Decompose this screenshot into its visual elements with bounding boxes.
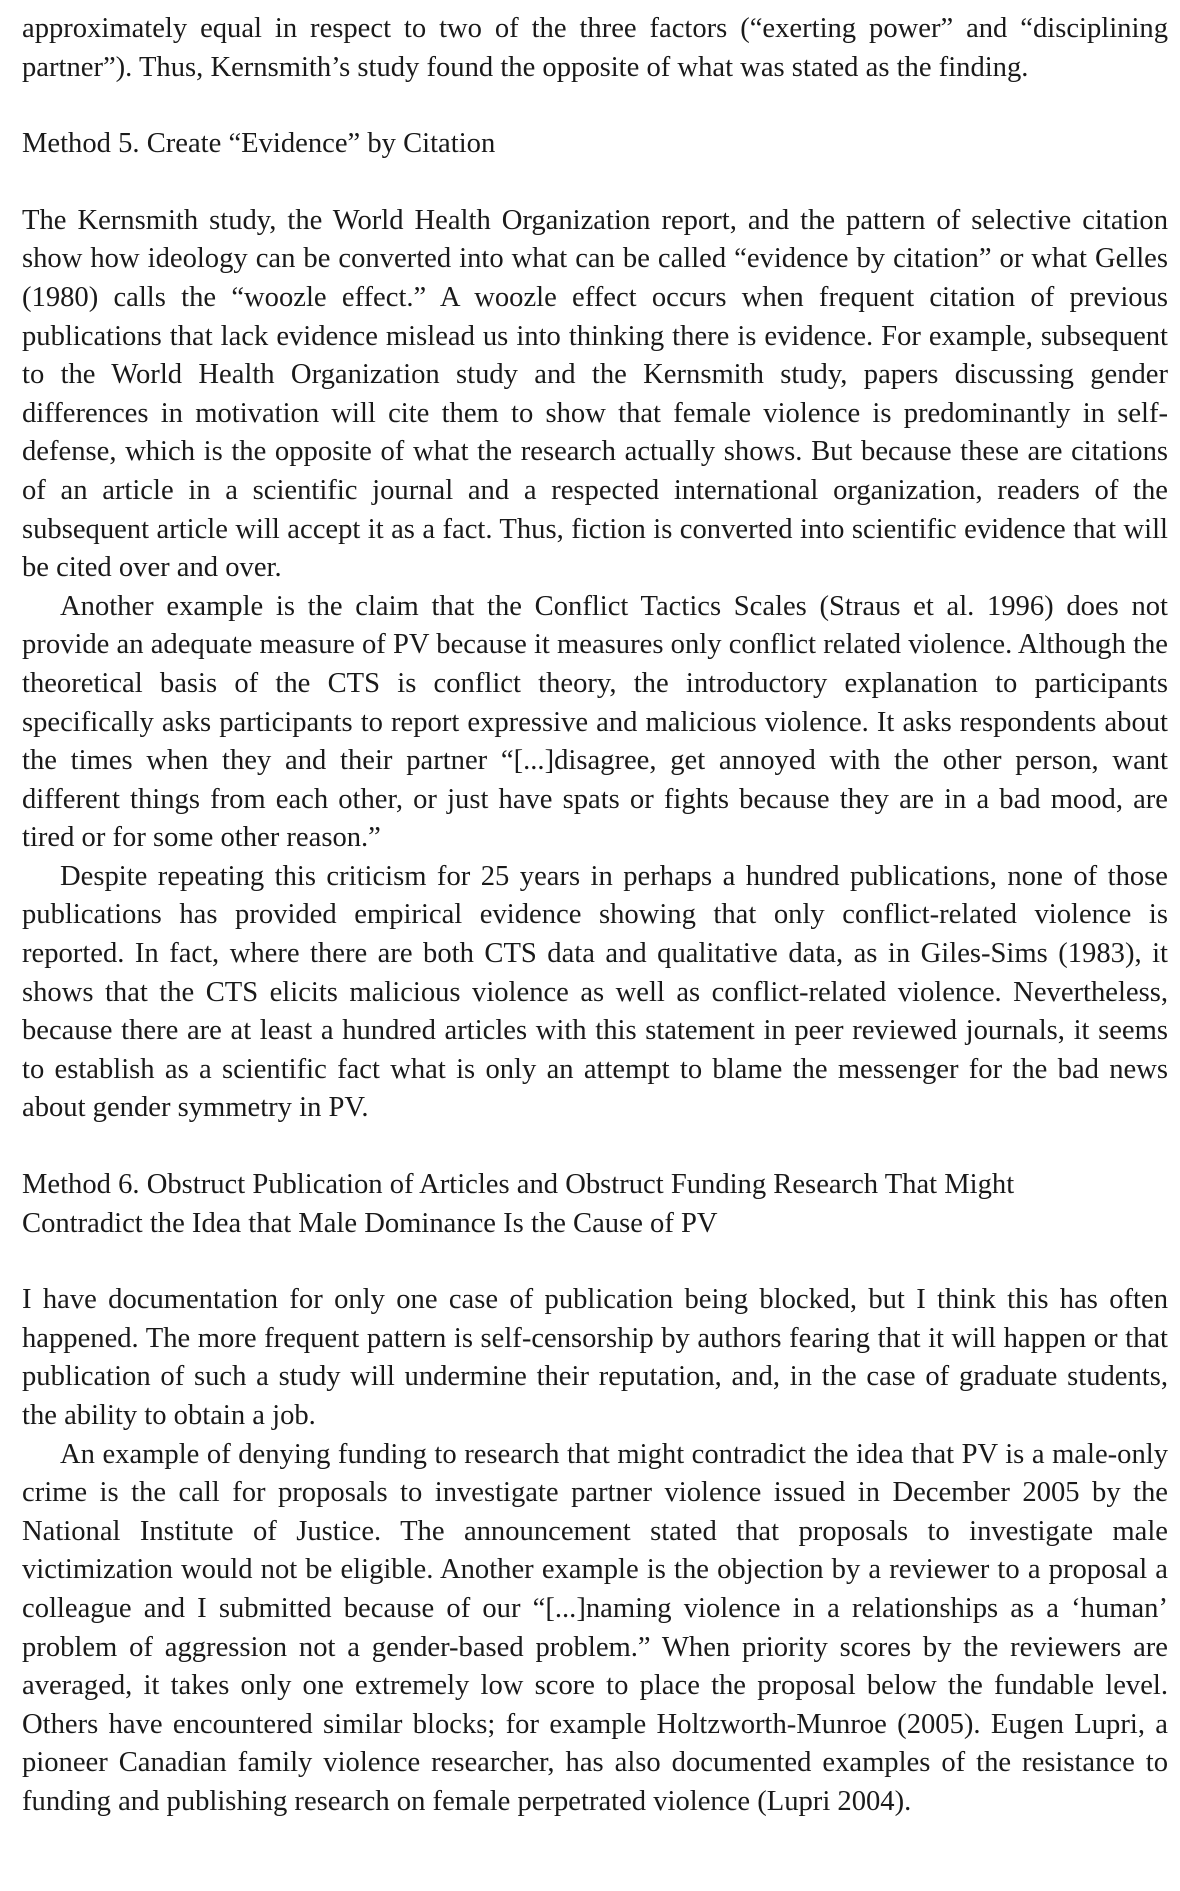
section-heading-method-6	[22, 1166, 1168, 1243]
paragraph-method-5-2: Another example is the claim that the Conflict Tactics Scales (Straus et al. 1996) does not provide an adequate measure of PV because it measures only conflict related violence. Although the theoretical basis of the CTS is conflict theory, the introductory explanation to participants specifically asks participants to report expressive and malicious violence. It asks respondents about the times when they and their partner “[...]disagree, get annoyed with the other person, want different things from each other, or just have spats or fights because they are in a bad mood, are tired or for some other reason.”	[22, 590, 1168, 854]
spacer	[22, 1128, 1168, 1166]
section-heading-method-5: Method 5. Create “Evidence” by Citation	[22, 128, 496, 160]
paragraph-continued: approximately equal in respect to two of the three factors (“exerting power” and “disciplining partner”). Thus, Kernsmith’s study found the opposite of what was stated as the finding.	[22, 13, 1168, 83]
paragraph-method-6-1: I have documentation for only one case of publication being blocked, but I think this has often happened. The more frequent pattern is self-censorship by authors fearing that it will happen or that publication of such a study will undermine their reputation, and, in the case of graduate students, the ability to obtain a job.	[22, 1284, 1168, 1431]
spacer	[22, 87, 1168, 125]
section-heading-method-6-line-1: Method 6. Obstruct Publication of Articles and Obstruct Funding Research That Might	[22, 1169, 1015, 1201]
document-page	[22, 10, 1168, 1822]
paragraph-method-6-2: An example of denying funding to research that might contradict the idea that PV is a male-only crime is the call for proposals to investigate partner violence issued in December 2005 by the National Institute of Justice. The announcement stated that proposals to investigate male victimization would not be eligible. Another example is the objection by a reviewer to a proposal a colleague and I submitted because of our “[...]naming violence in a relationships as a ‘human’ problem of aggression not a gender-based problem.” When priority scores by the reviewers are averaged, it takes only one extremely low score to place the proposal below the fundable level. Others have encountered similar blocks; for example Holtzworth-Munroe (2005). Eugen Lupri, a pioneer Canadian family violence researcher, has also documented examples of the resistance to funding and publishing research on female perpetrated violence (Lupri 2004).	[22, 1438, 1168, 1817]
section-heading-method-6-line-2: Contradict the Idea that Male Dominance Is the Cause of PV	[22, 1207, 718, 1239]
spacer	[22, 1243, 1168, 1281]
paragraph-method-5-3: Despite repeating this criticism for 25 years in perhaps a hundred publications, none of those publications has provided empirical evidence showing that only conflict-related violence is reported. In fact, where there are both CTS data and qualitative data, as in Giles-Sims (1983), it shows that the CTS elicits malicious violence as well as conflict-related violence. Nevertheless, because there are at least a hundred articles with this statement in peer reviewed journals, it seems to establish as a scientific fact what is only an attempt to blame the messenger for the bad news about gender symmetry in PV.	[22, 860, 1168, 1124]
spacer	[22, 164, 1168, 202]
paragraph-method-5-1: The Kernsmith study, the World Health Organization report, and the pattern of selective citation show how ideology can be converted into what can be called “evidence by citation” or what Gelles (1980) calls the “woozle effect.” A woozle effect occurs when frequent citation of previous publications that lack evidence mislead us into thinking there is evidence. For example, subsequent to the World Health Organization study and the Kernsmith study, papers discussing gender differences in motivation will cite them to show that female violence is predominantly in self-defense, which is the opposite of what the research actually shows. But because these are citations of an article in a scientific journal and a respected international organization, readers of the subsequent article will accept it as a fact. Thus, fiction is converted into scientific evidence that will be cited over and over.	[22, 204, 1168, 584]
